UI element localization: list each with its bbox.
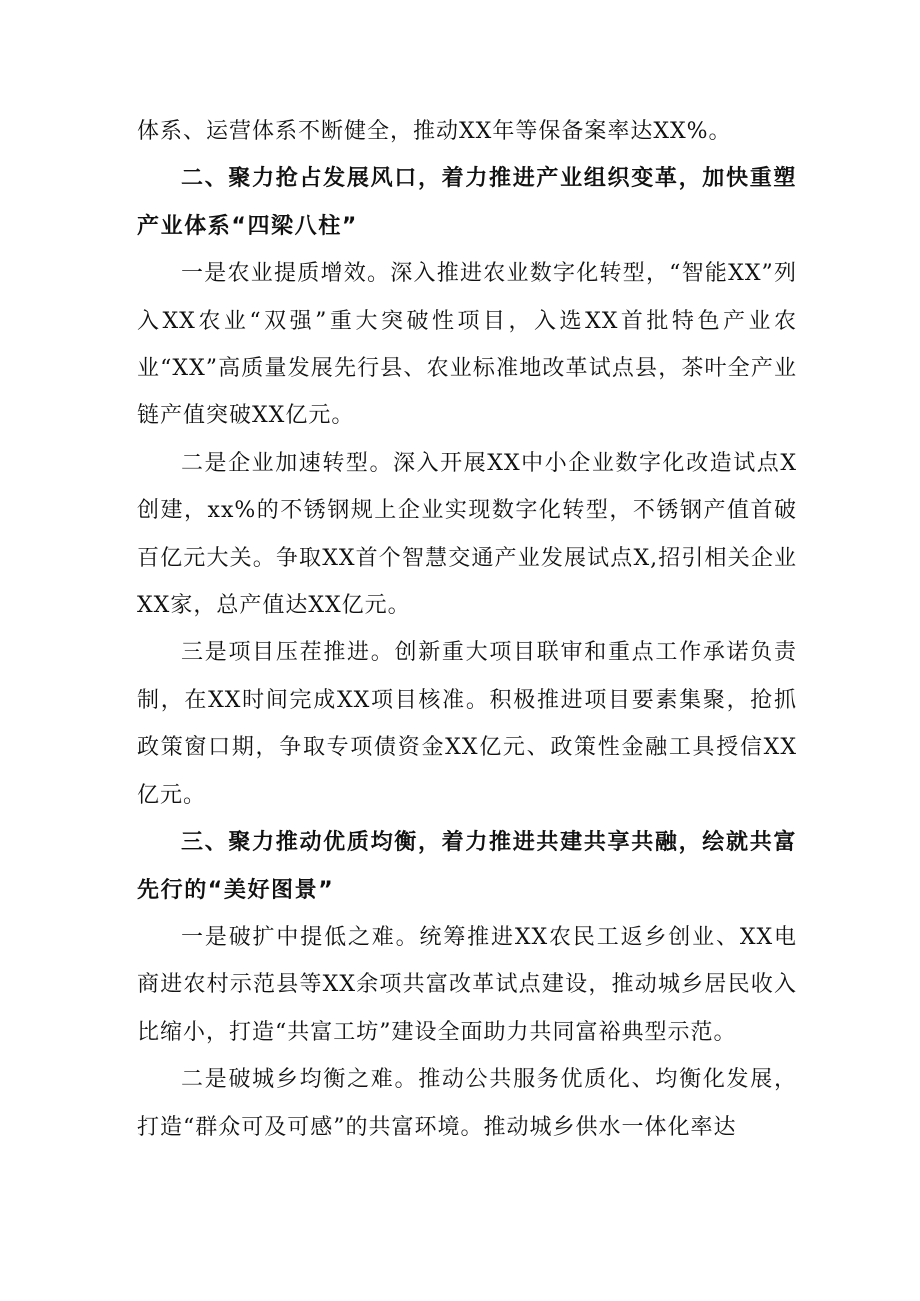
paragraph-continuation: 体系、运营体系不断健全，推动XX年等保备案率达XX%。 [137,119,732,144]
paragraph-urban-rural: 二是破城乡均衡之难。推动公共服务优质化、均衡化发展，打造“群众可及可感”的共富环境。推动城乡供水一体化率达 [137,1067,797,1140]
document-body [137,108,797,1151]
paragraph-projects: 三是项目压茬推进。创新重大项目联审和重点工作承诺负责制，在XX时间完成XX项目核准。积极推进项目要素集聚，抢抓政策窗口期，争取专项债资金XX亿元、政策性金融工具授信XX亿元。 [137,640,797,808]
paragraph-income: 一是破扩中提低之难。统筹推进XX农民工返乡创业、XX电商进农村示范县等XX余项共富改革试点建设，推动城乡居民收入比缩小，打造“共富工坊”建设全面助力共同富裕典型示范。 [137,924,797,1045]
paragraph-enterprise: 二是企业加速转型。深入开展XX中小企业数字化改造试点X创建，xx%的不锈钢规上企业实现数字化转型，不锈钢产值首破百亿元大关。争取XX首个智慧交通产业发展试点X,招引相关企业XX家，总产值达XX亿元。 [137,450,797,619]
section-heading-three: 三、聚力推动优质均衡，着力推进共建共享共融，绘就共富先行的“美好图景” [137,830,797,903]
paragraph-agriculture: 一是农业提质增效。深入推进农业数字化转型，“智能XX”列入XX农业“双强”重大突破性项目，入选XX首批特色产业农业“XX”高质量发展先行县、农业标准地改革试点县，茶叶全产业链产值突破XX亿元。 [137,261,797,429]
section-heading-two: 二、聚力抢占发展风口，着力推进产业组织变革，加快重塑产业体系“四梁八柱” [137,166,797,239]
